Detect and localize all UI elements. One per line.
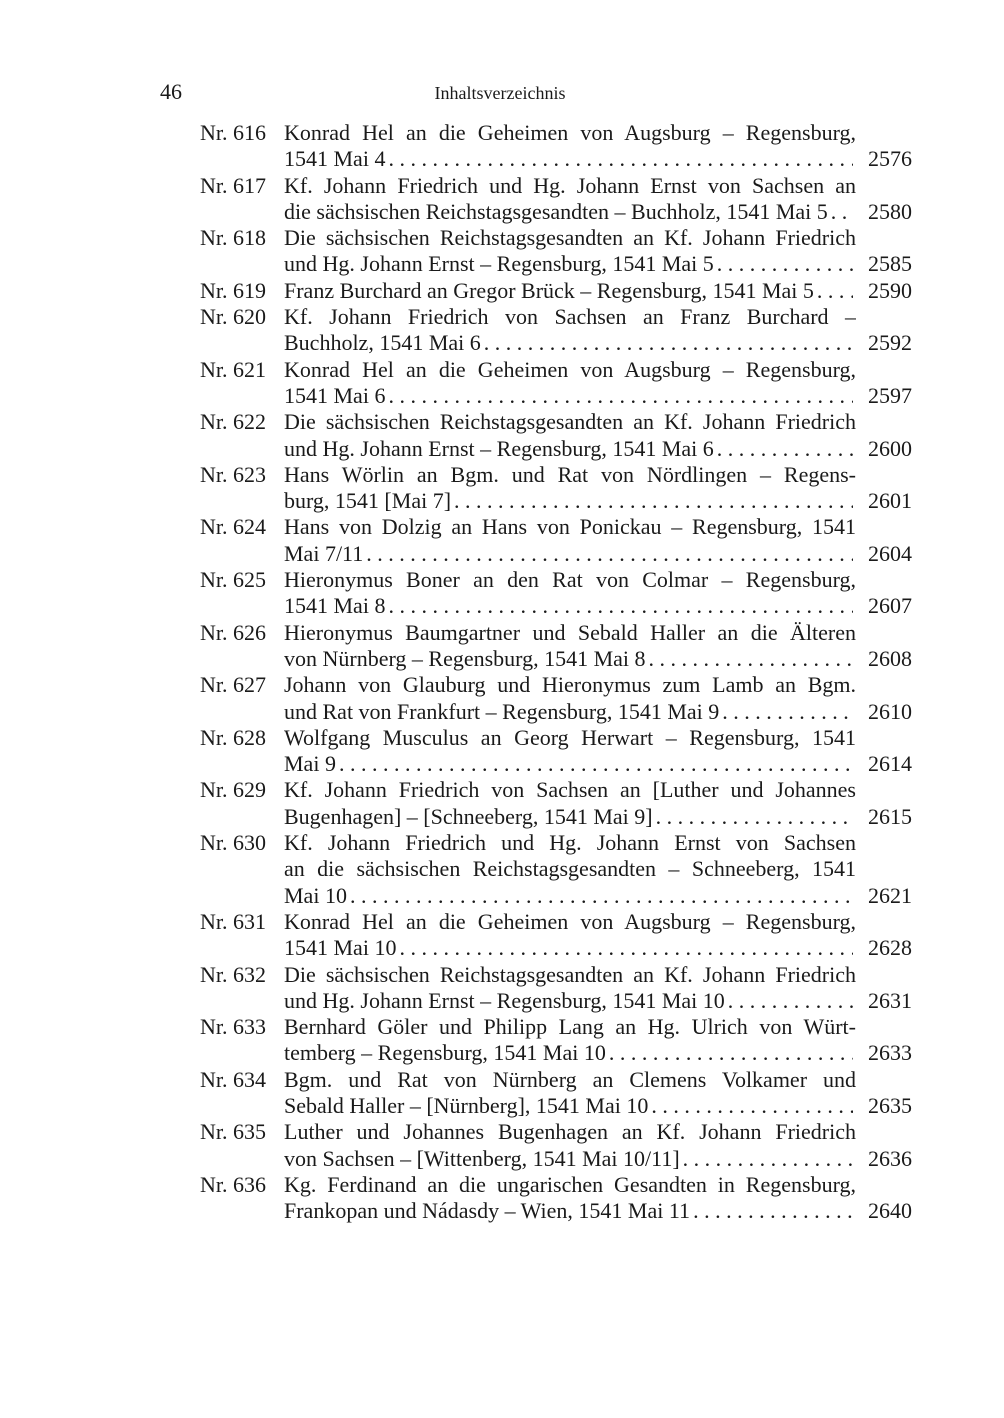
entry-page-number: 2614 xyxy=(868,751,912,777)
entry-title-line: Konrad Hel an die Geheimen von Augsburg – Regensburg, xyxy=(284,356,856,382)
entry-number: Nr. 619 xyxy=(200,277,266,303)
entry-title-line: Hans von Dolzig an Hans von Ponickau – Regensburg, 1541 xyxy=(284,514,856,540)
entry-number: Nr. 636 xyxy=(200,1171,266,1197)
entry-title xyxy=(284,277,912,304)
dot-leader xyxy=(399,935,853,961)
entry-title-line: Die sächsischen Reichstagsgesandten an Kf. Johann Friedrich xyxy=(284,225,856,251)
entry-title-line: Kf. Johann Friedrich von Sachsen an [Luther und Johannes xyxy=(284,777,856,803)
running-head: Inhaltsverzeichnis xyxy=(434,83,566,103)
entry-title xyxy=(284,409,912,462)
entry-title-line: Mai 9 . . . xyxy=(284,751,856,777)
dot-leader xyxy=(722,699,853,725)
entry-page-number: 2600 xyxy=(868,435,912,461)
table-of-contents xyxy=(200,120,912,1224)
entry-number: Nr. 624 xyxy=(200,514,266,540)
entry-page-number: 2640 xyxy=(868,1198,912,1224)
entry-number: Nr. 620 xyxy=(200,304,266,330)
entry-page-number: 2597 xyxy=(868,382,912,408)
entry-page-number: 2633 xyxy=(868,1040,912,1066)
dot-leader xyxy=(388,146,853,172)
entry-page-number: 2631 xyxy=(868,987,912,1013)
entry-number: Nr. 625 xyxy=(200,567,266,593)
toc-entry xyxy=(200,409,912,462)
entry-title-line: Kf. Johann Friedrich und Hg. Johann Ernst von Sachsen an xyxy=(284,172,856,198)
entry-number: Nr. 626 xyxy=(200,619,266,645)
entry-title xyxy=(284,225,912,278)
entry-number: Nr. 633 xyxy=(200,1014,266,1040)
entry-page-number: 2607 xyxy=(868,593,912,619)
entry-title-line: und Hg. Johann Ernst – Regensburg, 1541 Mai 10 . . . xyxy=(284,988,856,1014)
entry-page-number: 2615 xyxy=(868,803,912,829)
entry-title-line: Die sächsischen Reichstagsgesandten an Kf. Johann Friedrich xyxy=(284,409,856,435)
page-number: 46 xyxy=(160,79,182,104)
entry-title xyxy=(284,304,912,357)
entry-page-number: 2580 xyxy=(868,198,912,224)
entry-title xyxy=(284,619,912,673)
entry-page-number: 2610 xyxy=(868,698,912,724)
entry-title xyxy=(284,1171,912,1225)
entry-title-line: Bugenhagen] – [Schneeberg, 1541 Mai 9] . . . xyxy=(284,804,856,830)
dot-leader xyxy=(817,278,853,304)
entry-title xyxy=(284,724,912,778)
toc-entry xyxy=(200,357,912,410)
toc-entry xyxy=(200,1119,912,1172)
entry-title xyxy=(284,830,912,909)
toc-entry xyxy=(200,725,912,778)
toc-entry xyxy=(200,777,912,830)
entry-title-line: Mai 7/11 . . . xyxy=(284,541,856,567)
dot-leader xyxy=(366,541,853,567)
entry-title-line: an die sächsischen Reichstagsgesandten – Schneeberg, 1541 xyxy=(284,856,856,882)
dot-leader xyxy=(350,883,853,909)
entry-title-line: Bernhard Göler und Philipp Lang an Hg. Ulrich von Würt- xyxy=(284,1014,856,1040)
toc-entry xyxy=(200,1014,912,1067)
entry-title-line: Konrad Hel an die Geheimen von Augsburg – Regensburg, xyxy=(284,120,856,145)
entry-page-number: 2621 xyxy=(868,882,912,908)
entry-title-line: 1541 Mai 10 . . . xyxy=(284,935,856,961)
dot-leader xyxy=(339,751,853,777)
entry-title-line: Die sächsischen Reichstagsgesandten an Kf. Johann Friedrich xyxy=(284,961,856,987)
entry-number: Nr. 629 xyxy=(200,777,266,803)
entry-title xyxy=(284,1066,912,1120)
toc-entry xyxy=(200,1067,912,1120)
dot-leader xyxy=(717,436,853,462)
entry-number: Nr. 635 xyxy=(200,1119,266,1145)
entry-number: Nr. 621 xyxy=(200,356,266,382)
entry-title-line: Buchholz, 1541 Mai 6 . . . xyxy=(284,330,856,356)
entry-page-number: 2576 xyxy=(868,146,912,172)
entry-title xyxy=(284,672,912,725)
entry-title-line: Franz Burchard an Gregor Brück – Regensburg, 1541 Mai 5 . . . xyxy=(284,278,856,304)
dot-leader xyxy=(683,1146,853,1172)
toc-entry xyxy=(200,909,912,962)
entry-title-line: und Hg. Johann Ernst – Regensburg, 1541 Mai 6 . . . xyxy=(284,436,856,462)
dot-leader xyxy=(693,1198,853,1224)
entry-number: Nr. 634 xyxy=(200,1066,266,1092)
entry-number: Nr. 617 xyxy=(200,172,266,198)
entry-title xyxy=(284,777,912,830)
entry-number: Nr. 622 xyxy=(200,409,266,435)
dot-leader xyxy=(728,988,853,1014)
toc-entry xyxy=(200,278,912,304)
entry-number: Nr. 616 xyxy=(200,120,266,145)
toc-entry xyxy=(200,120,912,173)
dot-leader xyxy=(388,383,853,409)
entry-page-number: 2604 xyxy=(868,540,912,566)
entry-title-line: 1541 Mai 8 . . . xyxy=(284,593,856,619)
entry-title-line: burg, 1541 [Mai 7] . . . xyxy=(284,488,856,514)
entry-title-line: und Rat von Frankfurt – Regensburg, 1541 Mai 9 . . . xyxy=(284,699,856,725)
entry-page-number: 2590 xyxy=(868,277,912,303)
entry-number: Nr. 618 xyxy=(200,225,266,251)
entry-title-line: Johann von Glauburg und Hieronymus zum Lamb an Bgm. xyxy=(284,672,856,698)
entry-number: Nr. 627 xyxy=(200,672,266,698)
toc-entry xyxy=(200,514,912,567)
entry-title-line: Sebald Haller – [Nürnberg], 1541 Mai 10 . . . xyxy=(284,1093,856,1119)
toc-entry xyxy=(200,672,912,725)
entry-title-line: 1541 Mai 6 . . . xyxy=(284,383,856,409)
entry-title xyxy=(284,356,912,410)
entry-page-number: 2608 xyxy=(868,645,912,671)
entry-title-line: Frankopan und Nádasdy – Wien, 1541 Mai 11 . . . xyxy=(284,1198,856,1224)
entry-title xyxy=(284,514,912,567)
toc-entry xyxy=(200,225,912,278)
entry-title-line: Luther und Johannes Bugenhagen an Kf. Johann Friedrich xyxy=(284,1119,856,1145)
entry-page-number: 2601 xyxy=(868,488,912,514)
toc-entry xyxy=(200,830,912,909)
entry-page-number: 2585 xyxy=(868,251,912,277)
entry-title xyxy=(284,120,912,173)
toc-entry xyxy=(200,173,912,226)
toc-entry xyxy=(200,567,912,620)
entry-number: Nr. 632 xyxy=(200,961,266,987)
entry-number: Nr. 623 xyxy=(200,461,266,487)
entry-title xyxy=(284,567,912,620)
entry-title-line: Wolfgang Musculus an Georg Herwart – Regensburg, 1541 xyxy=(284,724,856,750)
entry-title xyxy=(284,908,912,962)
dot-leader xyxy=(649,646,853,672)
toc-entry xyxy=(200,462,912,515)
dot-leader xyxy=(651,1093,853,1119)
entry-title-line: Kg. Ferdinand an die ungarischen Gesandten in Regensburg, xyxy=(284,1171,856,1197)
entry-page-number: 2592 xyxy=(868,330,912,356)
entry-title-line: Hans Wörlin an Bgm. und Rat von Nördlingen – Regens- xyxy=(284,461,856,487)
entry-number: Nr. 630 xyxy=(200,830,266,856)
entry-title-line: von Nürnberg – Regensburg, 1541 Mai 8 . . . xyxy=(284,646,856,672)
dot-leader xyxy=(717,251,853,277)
entry-title-line: temberg – Regensburg, 1541 Mai 10 . . . xyxy=(284,1040,856,1066)
dot-leader xyxy=(831,199,853,225)
entry-title xyxy=(284,961,912,1015)
dot-leader xyxy=(609,1040,853,1066)
entry-page-number: 2628 xyxy=(868,935,912,961)
entry-title-line: Hieronymus Boner an den Rat von Colmar – Regensburg, xyxy=(284,567,856,593)
entry-title-line: Hieronymus Baumgartner und Sebald Haller an die Älteren xyxy=(284,619,856,645)
toc-entry xyxy=(200,304,912,357)
entry-title-line: und Hg. Johann Ernst – Regensburg, 1541 Mai 5 . . . xyxy=(284,251,856,277)
dot-leader xyxy=(454,488,853,514)
entry-title xyxy=(284,172,912,226)
entry-number: Nr. 631 xyxy=(200,908,266,934)
entry-title-line: 1541 Mai 4 . . . xyxy=(284,146,856,172)
dot-leader xyxy=(656,804,853,830)
entry-title-line: von Sachsen – [Wittenberg, 1541 Mai 10/11] . . . xyxy=(284,1146,856,1172)
entry-page-number: 2636 xyxy=(868,1145,912,1171)
entry-page-number: 2635 xyxy=(868,1092,912,1118)
entry-title xyxy=(284,1119,912,1172)
dot-leader xyxy=(484,330,853,356)
dot-leader xyxy=(388,593,853,619)
entry-number: Nr. 628 xyxy=(200,724,266,750)
entry-title-line: Konrad Hel an die Geheimen von Augsburg – Regensburg, xyxy=(284,908,856,934)
entry-title xyxy=(284,461,912,515)
entry-title-line: Mai 10 . . . xyxy=(284,883,856,909)
toc-entry xyxy=(200,620,912,673)
toc-entry xyxy=(200,1172,912,1225)
entry-title-line: Bgm. und Rat von Nürnberg an Clemens Volkamer und xyxy=(284,1066,856,1092)
entry-title xyxy=(284,1014,912,1067)
entry-title-line: Kf. Johann Friedrich von Sachsen an Franz Burchard – xyxy=(284,304,856,330)
entry-title-line: Kf. Johann Friedrich und Hg. Johann Ernst von Sachsen xyxy=(284,830,856,856)
toc-entry xyxy=(200,962,912,1015)
entry-title-line: die sächsischen Reichstagsgesandten – Buchholz, 1541 Mai 5 . . . xyxy=(284,199,856,225)
